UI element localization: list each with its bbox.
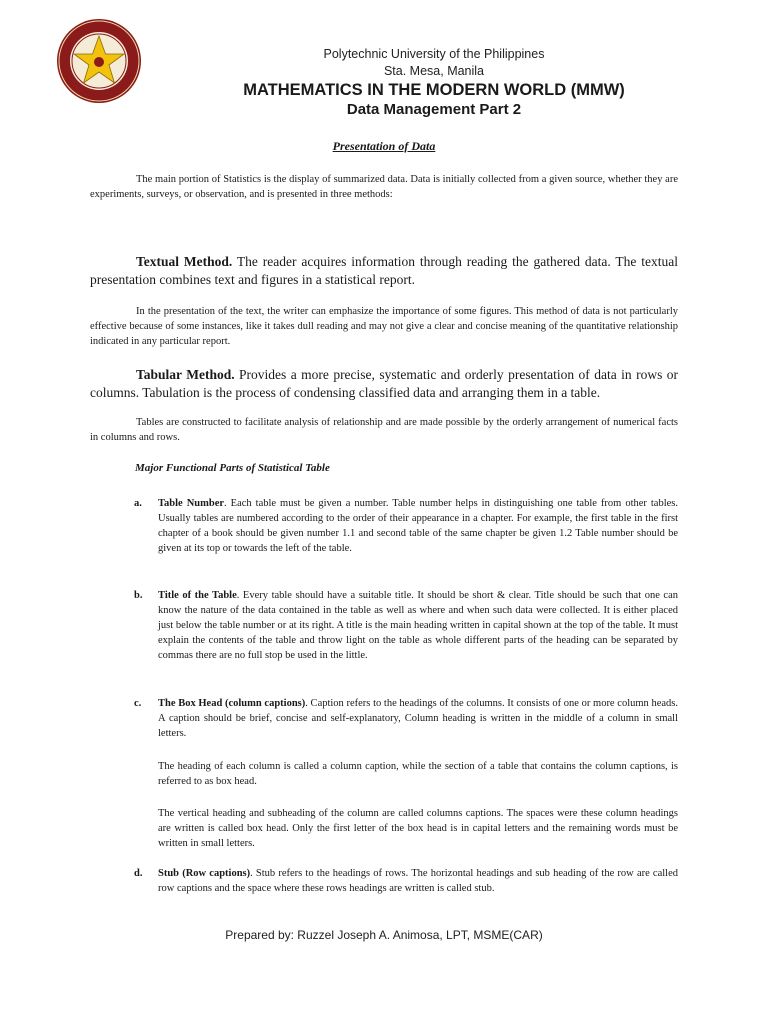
- item-term: Title of the Table: [158, 590, 237, 601]
- item-text: . Each table must be given a number. Table number helps in distinguishing one table from other tables. Usually tables are numbered according to the order of their appearance in a chapter. For example, the first table in the first chapter of a book should be given number 1.1 and second table of the same chapter be given 1.2 Table number should be given at its top or towards the left of the table.: [158, 498, 679, 554]
- document-header: [160, 46, 708, 119]
- list-marker: c.: [134, 698, 142, 709]
- item-text: . Stub refers to the headings of rows. The horizontal headings and sub heading of the row are called row captions and the space where these rows headings are written is called stub.: [158, 868, 679, 894]
- list-marker: d.: [134, 868, 143, 879]
- box-head-note: [134, 806, 678, 851]
- textual-method-text: The reader acquires information through reading the gathered data. The textual presentation combines text and figures in a statistical report.: [90, 254, 678, 287]
- intro-paragraph: [90, 172, 678, 202]
- box-head-note: [134, 759, 678, 789]
- document-subtitle: Data Management Part 2: [346, 101, 522, 118]
- section-title: Presentation of Data: [332, 139, 436, 153]
- textual-detail-section: [90, 304, 678, 349]
- textual-method-paragraph: [90, 253, 678, 288]
- list-marker: a.: [134, 498, 142, 509]
- prepared-by-footer: Prepared by: Ruzzel Joseph A. Animosa, LPT, MSME(CAR): [225, 928, 543, 942]
- tabular-detail-section: [90, 415, 678, 445]
- textual-method-section: [90, 253, 678, 288]
- tabular-method-section: [90, 366, 678, 401]
- item-text: . Caption refers to the headings of the columns. It consists of one or more column heads. A caption should be brief, concise and self-explanatory, Column heading is written in the middle of a column in small letters.: [158, 698, 678, 739]
- list-item: [134, 588, 678, 663]
- tabular-method-label: Tabular Method.: [136, 367, 235, 382]
- item-extra-text: The heading of each column is called a column caption, while the section of a table that contains the column captions, is referred to as box head.: [158, 761, 678, 787]
- list-item: [134, 696, 678, 741]
- textual-detail: In the presentation of the text, the writer can emphasize the importance of some figures. This method of data is not particularly effective because of some instances, like it takes dull reading and may not give a clear and concise meaning of the quantitative relationship indicated in any particular report.: [90, 306, 678, 347]
- item-term: The Box Head (column captions): [158, 698, 306, 709]
- tabular-detail: Tables are constructed to facilitate analysis of relationship and are made possible by the orderly arrangement of numerical facts in columns and rows.: [90, 417, 678, 443]
- item-term: Stub (Row captions): [158, 868, 251, 879]
- major-parts-heading: Major Functional Parts of Statistical Table: [135, 462, 330, 474]
- pup-seal-icon: [56, 18, 142, 104]
- item-text: . Every table should have a suitable title. It should be short & clear. Title should be such that one can know the nature of the data contained in the table as well as where and when such data were collected. It is either placed just below the table number or at its right. A title is the main heading written in capital shown at the top of the table. It must explain the contents of the table and throw light on the table as whole different parts of the heading can be separated by commas there are no full stop be used in the little.: [158, 590, 678, 661]
- list-item: [134, 496, 678, 556]
- intro-text: The main portion of Statistics is the display of summarized data. Data is initially collected from a given source, whether they are experiments, surveys, or observation, and is presented in three methods:: [90, 174, 678, 200]
- item-extra-text: The vertical heading and subheading of the column are called columns captions. The spaces were these column headings are written is called box head. Only the first letter of the box head is in capital letters and the remaining words must be written in small letters.: [158, 808, 678, 849]
- item-term: Table Number: [158, 498, 225, 509]
- university-location: Sta. Mesa, Manila: [383, 64, 485, 78]
- university-name: Polytechnic University of the Philippines: [323, 47, 545, 61]
- textual-method-label: Textual Method.: [136, 254, 233, 269]
- tabular-method-text: Provides a more precise, systematic and orderly presentation of data in rows or columns. Tabulation is the process of condensing classified data and arranging them in a table.: [90, 367, 678, 400]
- list-marker: b.: [134, 590, 143, 601]
- list-item: [134, 866, 678, 896]
- tabular-method-paragraph: [90, 366, 678, 401]
- course-title: MATHEMATICS IN THE MODERN WORLD (MMW): [243, 81, 625, 99]
